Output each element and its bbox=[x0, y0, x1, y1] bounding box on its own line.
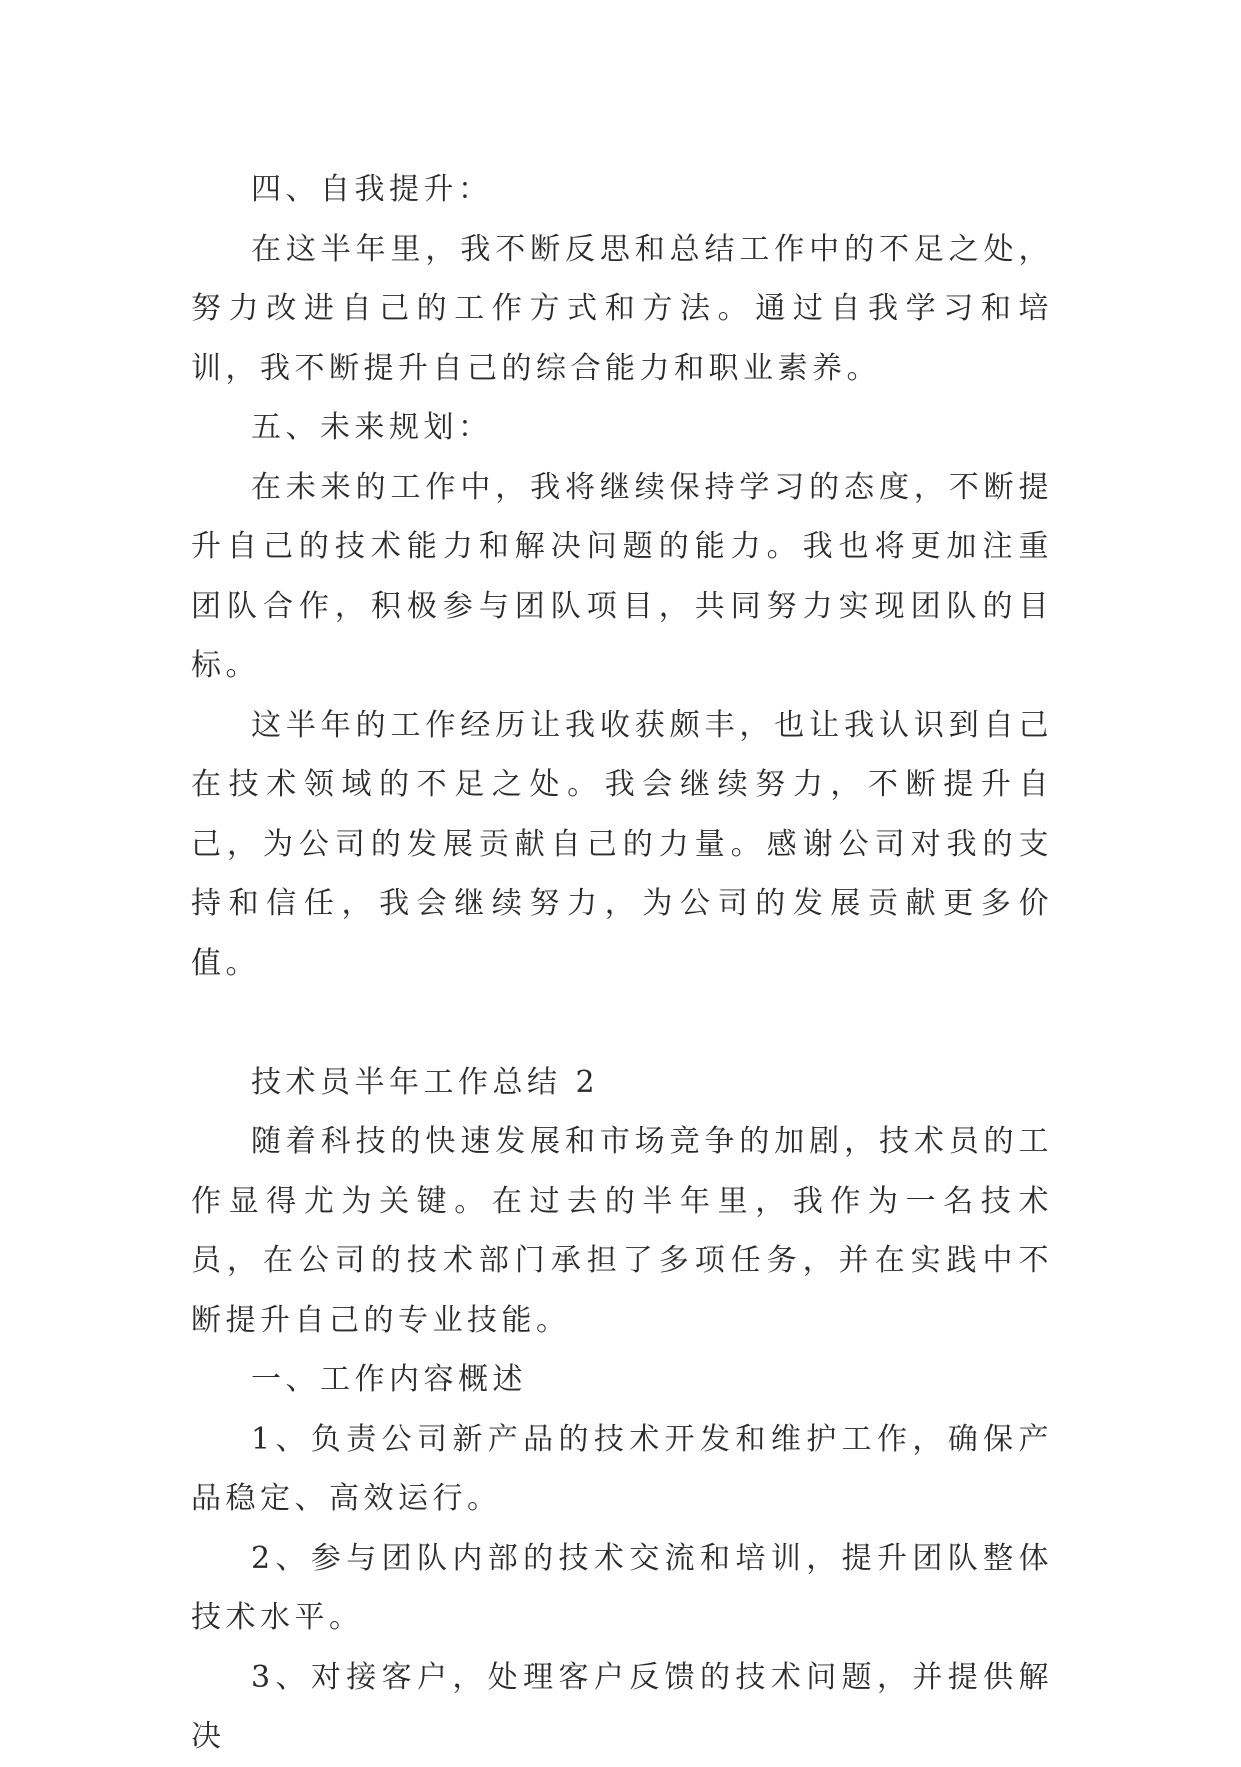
paragraph-future-plan: 在未来的工作中，我将继续保持学习的态度，不断提升自己的技术能力和解决问题的能力。我也将更加注重团队合作，积极参与团队项目，共同努力实现团队的目标。 bbox=[191, 469, 1053, 683]
heading-future-plan: 五、未来规划： bbox=[251, 410, 493, 445]
paragraph-self-improvement: 在这半年里，我不断反思和总结工作中的不足之处，努力改进自己的工作方式和方法。通过自我学习和培训，我不断提升自己的综合能力和职业素养。 bbox=[191, 231, 1053, 386]
section-spacer bbox=[191, 993, 1053, 1053]
list-item-2: 2、参与团队内部的技术交流和培训，提升团队整体技术水平。 bbox=[191, 1540, 1053, 1635]
heading-self-improvement: 四、自我提升： bbox=[251, 172, 493, 207]
paragraph-intro: 随着科技的快速发展和市场竞争的加剧，技术员的工作显得尤为关键。在过去的半年里，我作为一名技术员，在公司的技术部门承担了多项任务，并在实践中不断提升自己的专业技能。 bbox=[191, 1124, 1053, 1338]
list-item-3: 3、对接客户，处理客户反馈的技术问题，并提供解决 bbox=[191, 1659, 1053, 1754]
document-body bbox=[191, 160, 1053, 1767]
list-item-1: 1、负责公司新产品的技术开发和维护工作，确保产品稳定、高效运行。 bbox=[191, 1421, 1053, 1516]
paragraph-conclusion: 这半年的工作经历让我收获颇丰，也让我认识到自己在技术领域的不足之处。我会继续努力，不断提升自己，为公司的发展贡献自己的力量。感谢公司对我的支持和信任，我会继续努力，为公司的发展贡献更多价值。 bbox=[191, 707, 1053, 981]
section-title: 技术员半年工作总结 2 bbox=[251, 1064, 600, 1100]
heading-work-overview: 一、工作内容概述 bbox=[251, 1362, 527, 1397]
